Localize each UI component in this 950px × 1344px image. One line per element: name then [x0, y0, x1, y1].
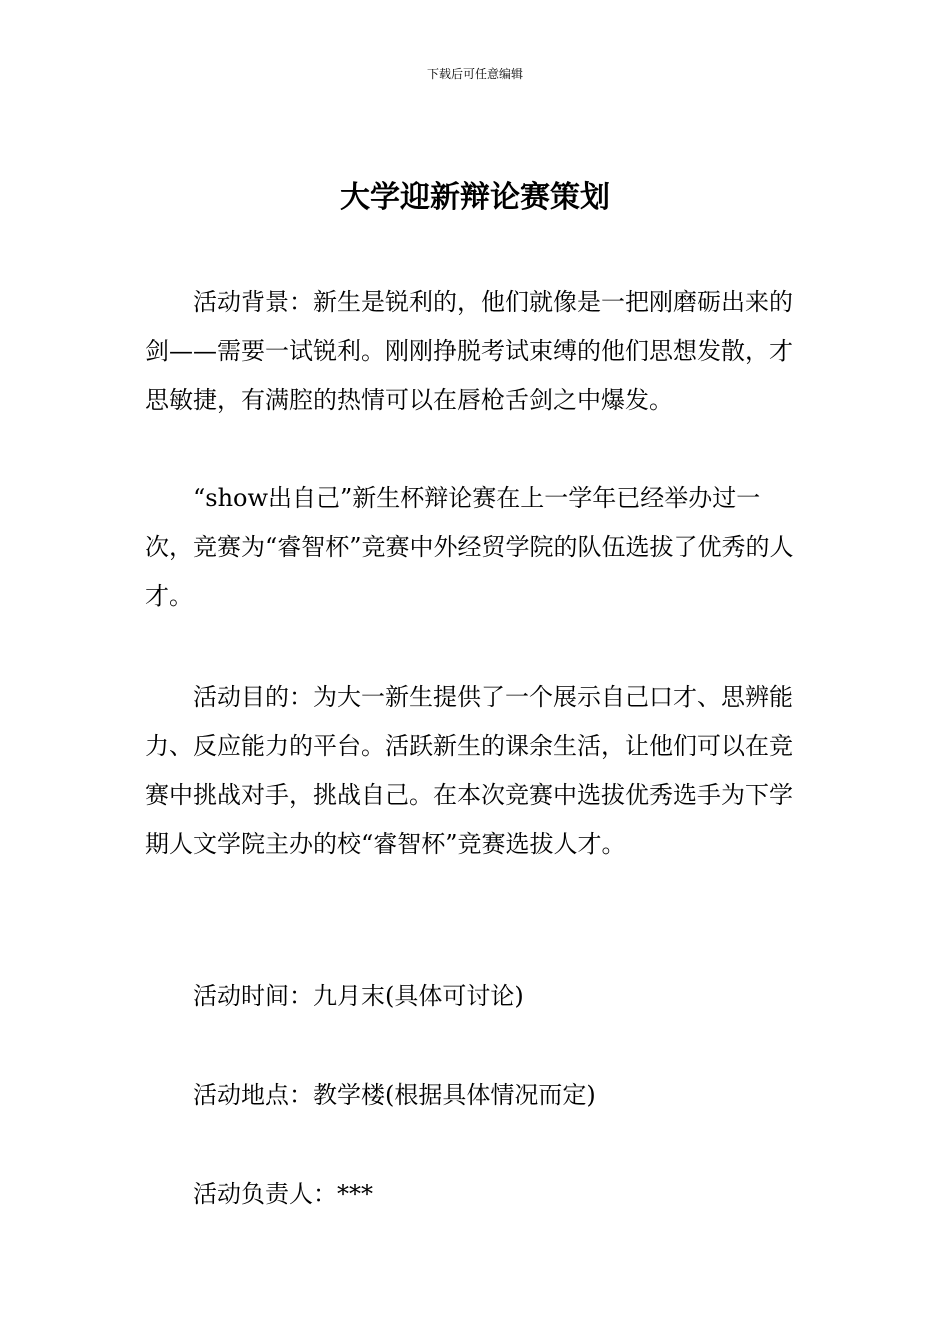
paragraph-history	[145, 474, 807, 621]
paragraph-purpose-text: 活动目的：为大一新生提供了一个展示自己口才、思辨能力、反应能力的平台。活跃新生的课余生活，让他们可以在竞赛中挑战对手，挑战自己。在本次竞赛中选拔优秀选手为下学期人文学院主办的校“睿智杯”竞赛选拔人才。	[145, 683, 793, 858]
document-title: 大学迎新辩论赛策划	[340, 180, 610, 215]
paragraph-place	[145, 1071, 807, 1120]
paragraph-history-text: “show出自己”新生杯辩论赛在上一学年已经举办过一次，竞赛为“睿智杯”竞赛中外经贸学院的队伍选拔了优秀的人才。	[145, 484, 794, 610]
paragraph-background	[145, 278, 807, 425]
paragraph-owner-text: 活动负责人：***	[193, 1180, 373, 1208]
page-header-note: 下载后可任意编辑	[426, 67, 523, 81]
paragraph-background-text: 活动背景：新生是锐利的，他们就像是一把刚磨砺出来的剑——需要一试锐利。刚刚挣脱考试束缚的他们思想发散，才思敏捷，有满腔的热情可以在唇枪舌剑之中爆发。	[145, 288, 793, 414]
paragraph-time	[145, 972, 807, 1021]
paragraph-time-text: 活动时间：九月末(具体可讨论)	[193, 982, 524, 1010]
paragraph-owner	[145, 1170, 807, 1219]
paragraph-purpose	[145, 673, 807, 869]
paragraph-place-text: 活动地点：教学楼(根据具体情况而定)	[193, 1081, 596, 1109]
